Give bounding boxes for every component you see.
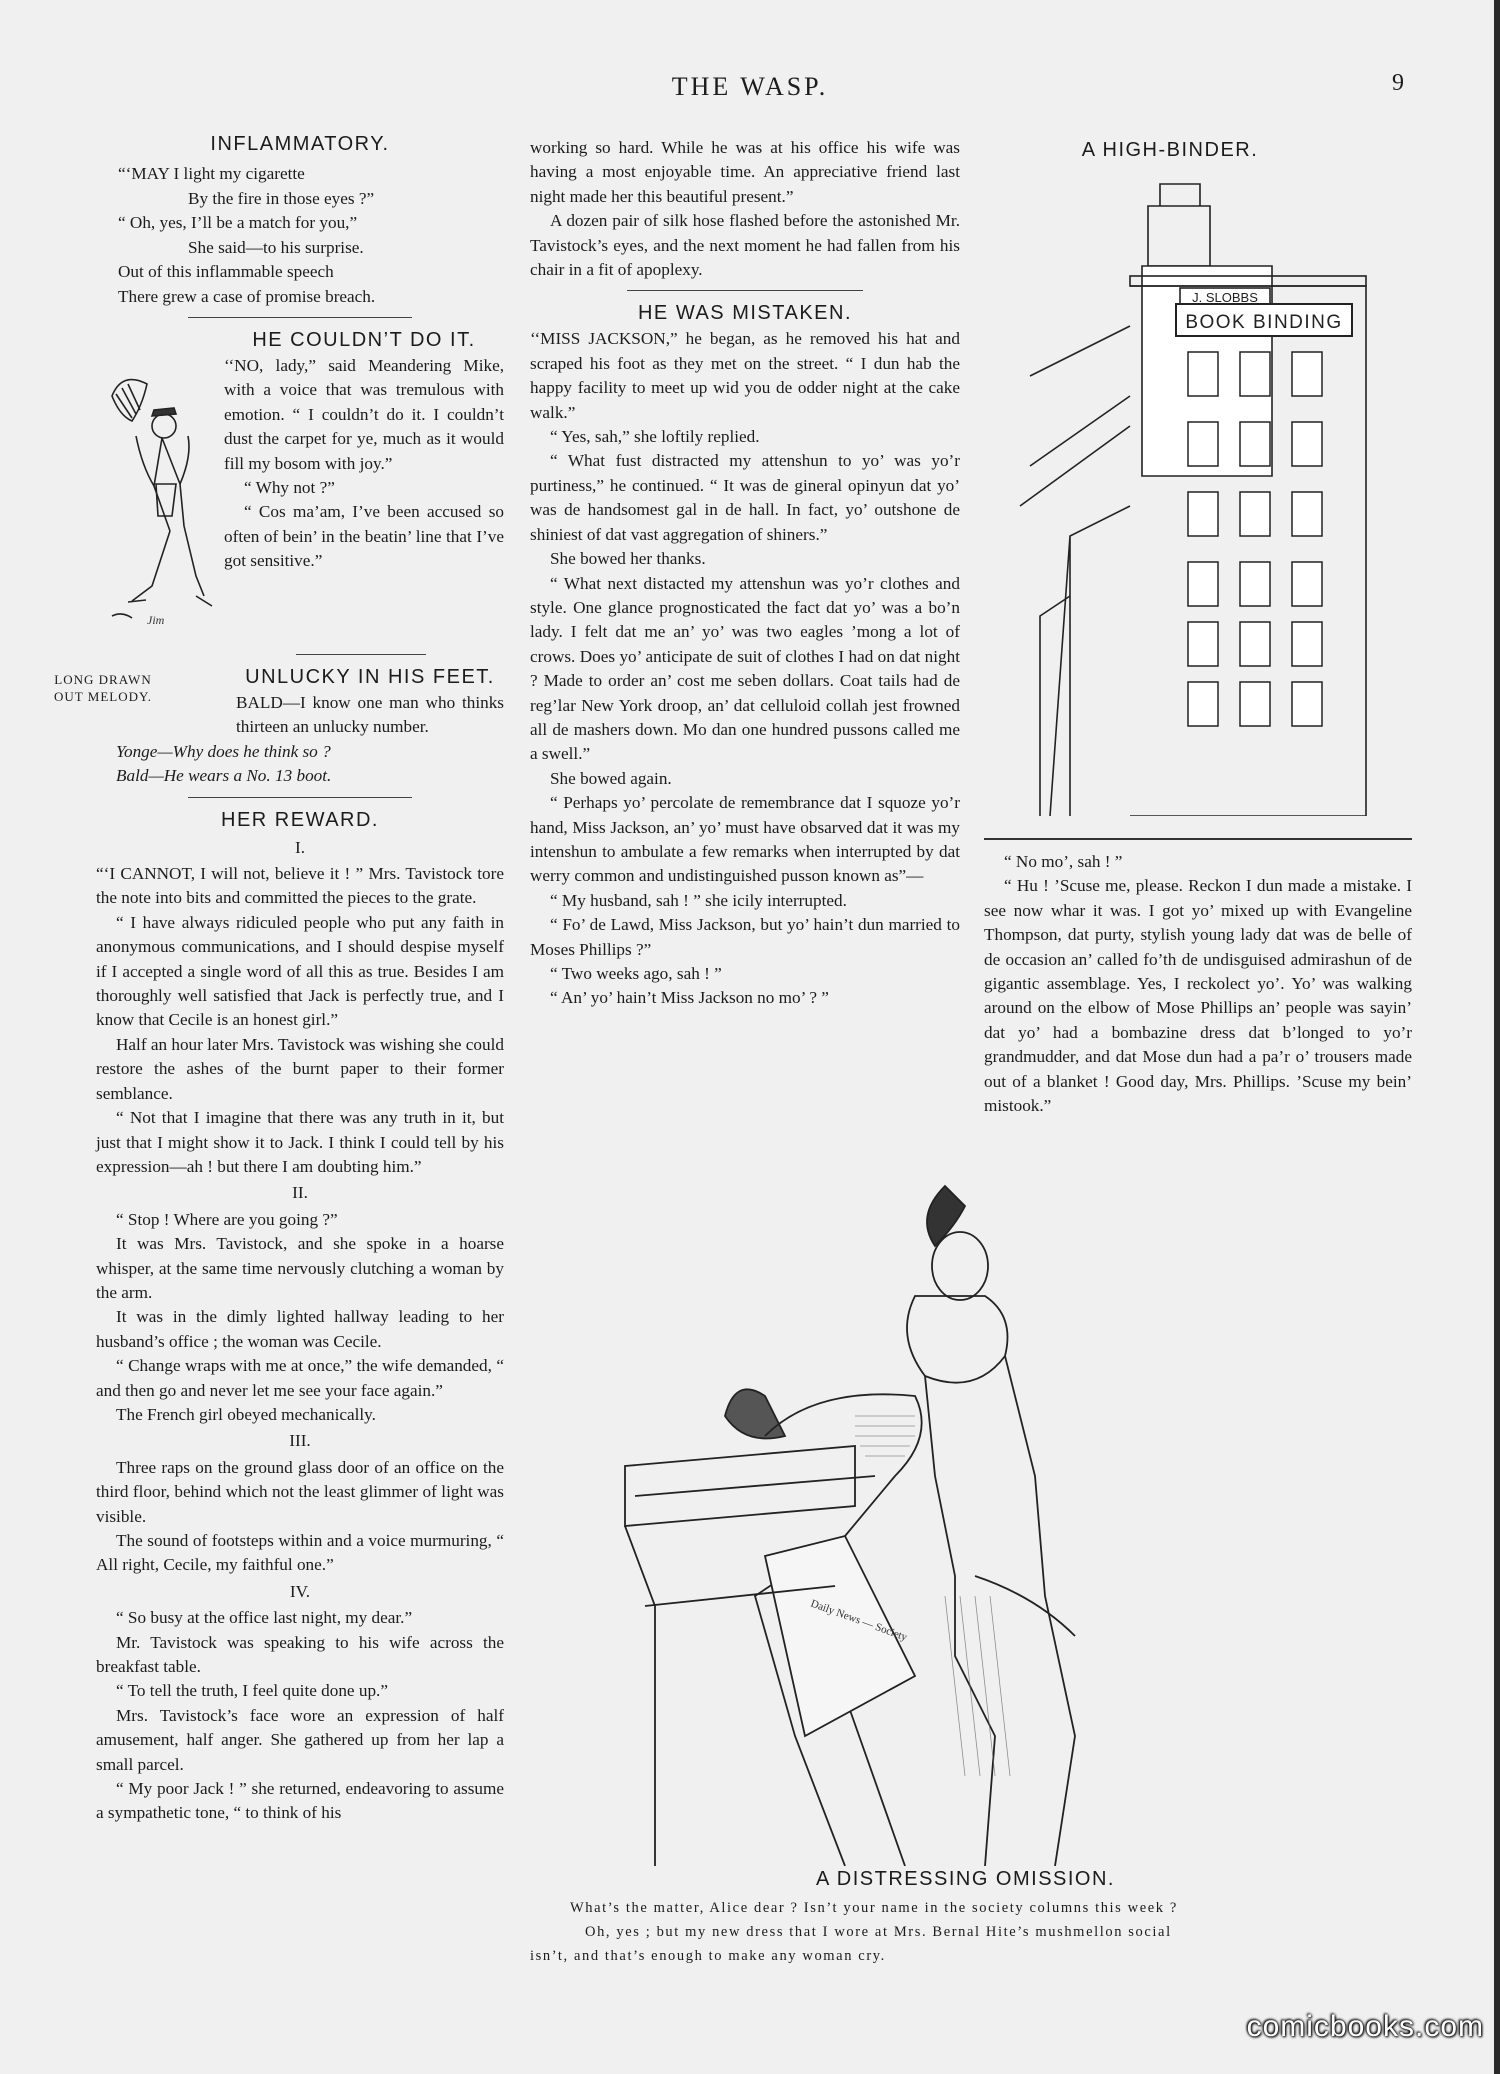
building-window xyxy=(1240,422,1270,466)
verse-line: Out of this inflammable speech xyxy=(118,262,334,281)
highbinder-title: A HIGH-BINDER. xyxy=(1081,139,1259,161)
building-window xyxy=(1188,682,1218,726)
verse-line: She said—to his surprise. xyxy=(188,237,364,257)
divider xyxy=(296,654,426,655)
sign-trade: BOOK BINDING xyxy=(1185,312,1343,333)
building-window xyxy=(1292,622,1322,666)
section-number: II. xyxy=(292,1183,308,1203)
building-window xyxy=(1292,562,1322,606)
paragraph: “ Hu ! ’Scuse me, please. Reckon I dun made a mistake. I see now whar it was. I got yo’ mixed up with Evangeline Thompson, dat purty, stylish young lady dat was de belle of de occasion an’ called fo’th de undisguised admirashun of de gigantic assemblage. Yes, I reckolect yo’. Yo’ was walking around on the elbow of Mose Phillips an’ people was sayin’ dat yo’ had a bombazine dress dat b’longed to yo’r grandmudder, and dat Mose dun had a pa’r o’ trousers made out of a blanket ! Good day, Mrs. Phillips. ’Scuse my bein’ mistook.” xyxy=(984,876,1412,1116)
paragraph: The French girl obeyed mechanically. xyxy=(116,1404,376,1424)
building-window xyxy=(1188,422,1218,466)
paragraph: “ Yes, sah,” she loftily replied. xyxy=(550,427,760,447)
watermark: comicbooks.com xyxy=(1246,2010,1484,2043)
verse-line: By the fire in those eyes ?” xyxy=(188,188,375,208)
building-window xyxy=(1292,682,1322,726)
paragraph: Mrs. Tavistock’s face wore an expression of half amusement, half anger. She gathered up from her lap a small parcel. xyxy=(96,1705,504,1774)
paragraph: “ Change wraps with me at once,” the wife demanded, “ and then go and never let me see your face again.” xyxy=(96,1356,504,1400)
side-note: LONG DRAWN OUT MELODY. xyxy=(54,672,152,704)
two-women-illustration xyxy=(615,1176,1275,1866)
building-window xyxy=(1188,622,1218,666)
caption-line: Oh, yes ; but my new dress that I wore at Mrs. Bernal Hite’s mushmellon social xyxy=(585,1924,1172,1940)
paragraph: “‘I CANNOT, I will not, believe it ! ” Mrs. Tavistock tore the note into bits and committed the pieces to the grate. xyxy=(96,864,504,908)
paragraph: It was in the dimly lighted hallway leading to her husband’s office ; the woman was Cecile. xyxy=(96,1307,504,1351)
paragraph: “ My poor Jack ! ” she returned, endeavoring to assume a sympathetic tone, “ to think of his xyxy=(96,1779,504,1823)
paragraph: “ Fo’ de Lawd, Miss Jackson, but yo’ hain’t dun married to Moses Phillips ?” xyxy=(530,915,960,959)
mistaken-title: HE WAS MISTAKEN. xyxy=(637,302,853,325)
paragraph: “ To tell the truth, I feel quite done up.” xyxy=(116,1681,388,1701)
paragraph: The sound of footsteps within and a voice murmuring, “ All right, Cecile, my faithful one.” xyxy=(96,1531,504,1575)
building-window xyxy=(1188,492,1218,536)
divider xyxy=(188,797,412,798)
paragraph: She bowed her thanks. xyxy=(550,549,706,569)
paragraph: “ What next distacted my attenshun was yo’r clothes and style. One glance prognosticated the fact dat yo’ was a bo’n lady. I felt dat me an’ yo’ was two eagles ’mong a lot of crows. Does yo’ anticipate de suit of clothes I had on dat night ? Made to order an’ cost me seben dollars. Coat tails had de reg’lar New York droop, an’ dat celluloid collah jest frowned all de mashers down. Mo dan one hundred pussons called me a swell.” xyxy=(530,573,960,764)
signature: Jim xyxy=(147,613,165,626)
divider xyxy=(984,838,1412,840)
section-number: I. xyxy=(294,837,306,857)
paragraph: Bald—He wears a No. 13 boot. xyxy=(116,766,332,786)
paragraph: working so hard. While he was at his office his wife was having a most enjoyable time. An appreciative friend last night made her this beautiful present.” xyxy=(530,138,960,206)
column-middle xyxy=(530,136,960,1011)
paragraph: It was Mrs. Tavistock, and she spoke in a hoarse whisper, at the same time nervously clutching a woman by the arm. xyxy=(96,1234,504,1302)
paragraph: “ My husband, sah ! ” she icily interrupted. xyxy=(550,890,847,910)
paragraph: Yonge—Why does he think so ? xyxy=(116,741,331,761)
paragraph: “ I have always ridiculed people who put any faith in anonymous communications, and I should despise myself if I accepted a single word of all this as true. Besides I am thoroughly well satisfied that Jack is perfectly true, and I know that Cecile is an honest girl.” xyxy=(96,912,504,1030)
building-window xyxy=(1240,622,1270,666)
couldnt-section xyxy=(96,326,504,646)
paragraph: Half an hour later Mrs. Tavistock was wishing she could restore the ashes of the burnt paper to their former semblance. xyxy=(96,1034,504,1103)
paragraph: “ So busy at the office last night, my dear.” xyxy=(116,1608,413,1628)
divider xyxy=(188,317,412,318)
paragraph: “ Not that I imagine that there was any truth in it, but just that I might show it to Jack. I think I could tell by his expression—ah ! but there I am doubting him.” xyxy=(96,1108,504,1176)
caption-title: A DISTRESSING OMISSION. xyxy=(816,1868,1115,1890)
paragraph: ‘‘MISS JACKSON,” he began, as he removed his hat and scraped his foot as they met on the street. “ I dun hab the happy facility to meet up wid you de odder night at the cake walk.” xyxy=(530,329,960,422)
page-edge xyxy=(1494,0,1500,2074)
tramp-illustration xyxy=(92,366,222,626)
verse-line: “‘MAY I light my cigarette xyxy=(118,164,305,183)
building-window xyxy=(1188,352,1218,396)
divider xyxy=(627,290,864,291)
paragraph: “ Cos ma’am, I’ve been accused so often of bein’ in the beatin’ line that I’ve got sensitive.” xyxy=(224,502,504,571)
sign-name: J. SLOBBS xyxy=(1192,290,1258,305)
building-window xyxy=(1240,562,1270,606)
building-window xyxy=(1292,352,1322,396)
paragraph: “ An’ yo’ hain’t Miss Jackson no mo’ ? ” xyxy=(550,988,829,1008)
building-window xyxy=(1240,492,1270,536)
paragraph: Three raps on the ground glass door of an office on the third floor, behind which not the least glimmer of light was visible. xyxy=(96,1457,504,1526)
section-number: IV. xyxy=(289,1581,311,1601)
paragraph: Mr. Tavistock was speaking to his wife across the breakfast table. xyxy=(96,1632,504,1677)
column-left xyxy=(54,130,504,1826)
couldnt-title: HE COULDN’T DO IT. xyxy=(252,329,476,351)
paragraph: “ Why not ?” xyxy=(244,478,335,498)
page-number: 9 xyxy=(1392,70,1404,96)
caption-line: What’s the matter, Alice dear ? Isn’t your name in the society columns this week ? xyxy=(570,1900,1178,1916)
verse-line: There grew a case of promise breach. xyxy=(118,286,376,306)
running-title: THE WASP. xyxy=(671,72,829,101)
building-window xyxy=(1292,492,1322,536)
paragraph: She bowed again. xyxy=(550,768,672,788)
paragraph: “ What fust distracted my attenshun to yo’ was yo’r purtiness,” he continued. “ It was de gineral opinyun dat yo’ was de handsomest gal in de hall. In fact, yo’ outshone de shiniest of dat vast aggregation of shiners.” xyxy=(530,451,960,544)
building-window xyxy=(1240,352,1270,396)
bookbinding-building-illustration xyxy=(1010,176,1400,816)
paragraph: A dozen pair of silk hose flashed before the astonished Mr. Tavistock’s eyes, and the next moment he had fallen from his chair in a fit of apoplexy. xyxy=(530,211,960,280)
reward-title: HER REWARD. xyxy=(221,808,379,831)
paragraph: ‘‘NO, lady,” said Meandering Mike, with a voice that was tremulous with emotion. “ I couldn’t do it. I couldn’t dust the carpet for ye, much as it would fill my bosom with joy.” xyxy=(224,356,504,473)
paragraph: “ Two weeks ago, sah ! ” xyxy=(550,964,722,983)
inflammatory-verse xyxy=(96,162,504,309)
paragraph: “ Stop ! Where are you going ?” xyxy=(116,1209,338,1229)
unlucky-title: UNLUCKY IN HIS FEET. xyxy=(245,666,495,688)
inflammatory-title: INFLAMMATORY. xyxy=(210,133,390,155)
unlucky-section xyxy=(54,663,504,789)
building-window xyxy=(1240,682,1270,726)
paragraph: BALD—I know one man who thinks thirteen an unlucky number. xyxy=(236,693,504,737)
column-right xyxy=(984,838,1412,1118)
paragraph: “ No mo’, sah ! ” xyxy=(1004,852,1123,871)
section-number: III. xyxy=(289,1431,311,1451)
building-window xyxy=(1188,562,1218,606)
paragraph: “ Perhaps yo’ percolate de remembrance dat I squoze yo’r hand, Miss Jackson, an’ yo’ must have obsarved dat it was my intenshun to ambulate a few remarks when interrupted by dat werry common and undistinguished pusson known as”— xyxy=(530,793,960,886)
caption-line: isn’t, and that’s enough to make any woman cry. xyxy=(530,1948,886,1964)
verse-line: “ Oh, yes, I’ll be a match for you,” xyxy=(118,213,358,232)
building-window xyxy=(1292,422,1322,466)
newspaper-text: Daily News — Society xyxy=(808,1597,909,1644)
